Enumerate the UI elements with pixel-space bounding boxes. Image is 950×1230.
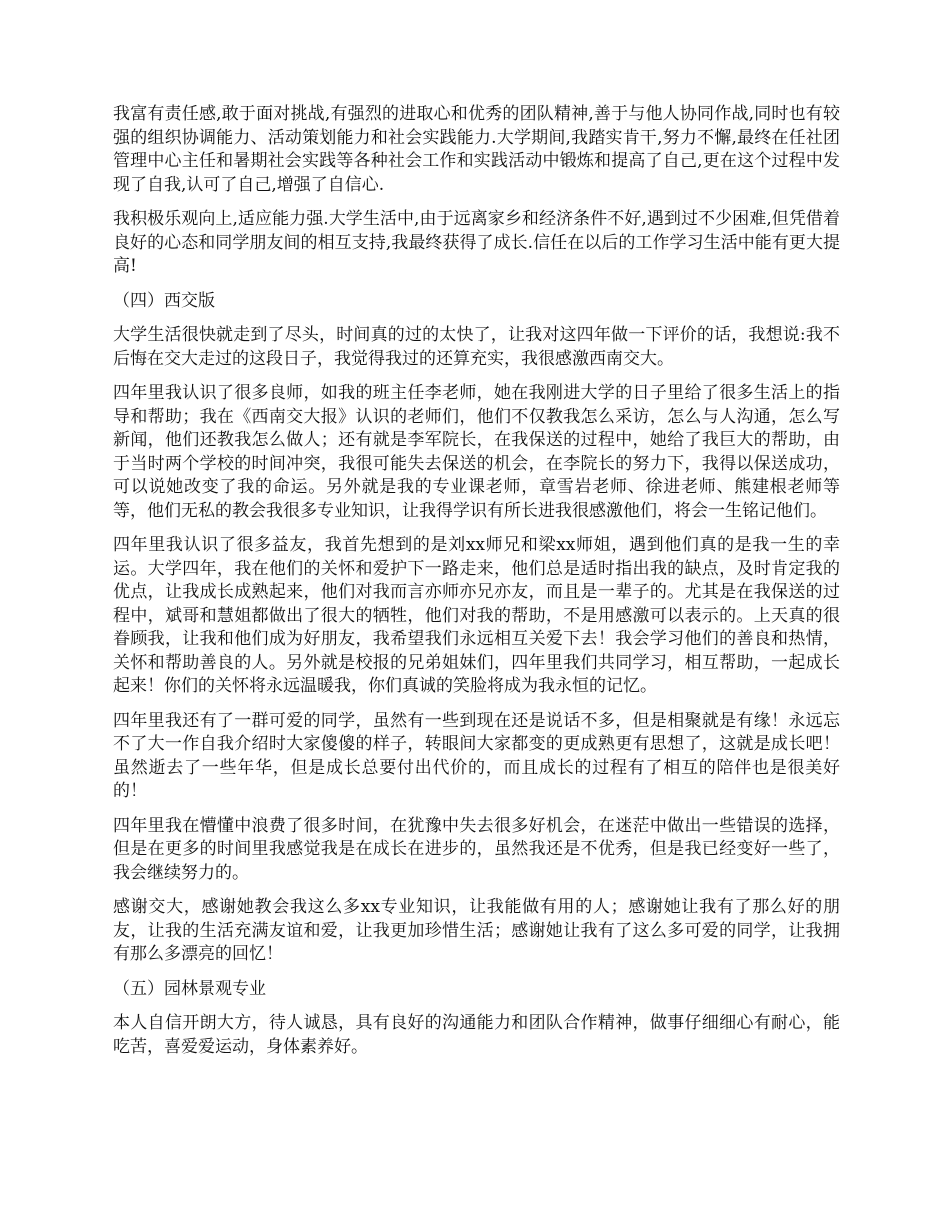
paragraph-teachers: 四年里我认识了很多良师，如我的班主任李老师，她在我刚进大学的日子里给了很多生活上的指导和帮助；我在《西南交大报》认识的老师们，他们不仅教我怎么采访，怎么与人沟通，怎么写新闻，他们还教我怎么做人；还有就是李军院长，在我保送的过程中，她给了我巨大的帮助，由于当时两个学校的时间冲突，我很可能失去保送的机会，在李院长的努力下，我得以保送成功，可以说她改变了我的命运。另外就是我的专业课老师，章雪岩老师、徐进老师、熊建根老师等等，他们无私的教会我很多专业知识，让我得学识有所长进我很感激他们，将会一生铭记他们。	[113, 383, 840, 521]
document-page	[113, 103, 840, 1070]
section-heading-landscape: （五）园林景观专业	[113, 978, 266, 999]
paragraph-optimism: 我积极乐观向上,适应能力强.大学生活中,由于远离家乡和经济条件不好,遇到过不少困难,但凭借着良好的心态和同学朋友间的相互支持,我最终获得了成长.信任在以后的工作学习生活中能有更大提高!	[113, 209, 840, 276]
paragraph-classmates: 四年里我还有了一群可爱的同学，虽然有一些到现在还是说话不多，但是相聚就是有缘！永远忘不了大一作自我介绍时大家傻傻的样子，转眼间大家都变的更成熟更有思想了，这就是成长吧！虽然逝去了一些年华，但是成长总要付出代价的，而且成长的过程有了相互的陪伴也是很美好的！	[113, 710, 840, 801]
paragraph-responsibility: 我富有责任感,敢于面对挑战,有强烈的进取心和优秀的团队精神,善于与他人协同作战,同时也有较强的组织协调能力、活动策划能力和社会实践能力.大学期间,我踏实肯干,努力不懈,最终在任社团管理中心主任和暑期社会实践等各种社会工作和实践活动中锻炼和提高了自己,更在这个过程中发现了自我,认可了自己,增强了自信心.	[113, 104, 840, 195]
paragraph-university-life: 大学生活很快就走到了尽头，时间真的过的太快了，让我对这四年做一下评价的话，我想说:我不后悔在交大走过的这段日子，我觉得我过的还算充实，我很感激西南交大。	[113, 325, 840, 369]
paragraph-gratitude: 感谢交大，感谢她教会我这么多xx专业知识，让我能做有用的人；感谢她让我有了那么好的朋友，让我的生活充满友谊和爱，让我更加珍惜生活；感谢她让我有了这么多可爱的同学，让我拥有那么多漂亮的回忆！	[113, 897, 840, 964]
paragraph-self-description: 本人自信开朗大方，待人诚恳，具有良好的沟通能力和团队合作精神，做事仔细细心有耐心，能吃苦，喜爱爱运动，身体素养好。	[113, 1013, 840, 1057]
paragraph-growth: 四年里我在懵懂中浪费了很多时间，在犹豫中失去很多好机会，在迷茫中做出一些错误的选择，但是在更多的时间里我感觉我是在成长在进步的，虽然我还是不优秀，但是我已经变好一些了，我会继续努力的。	[113, 815, 840, 883]
paragraph-friends: 四年里我认识了很多益友，我首先想到的是刘xx师兄和梁xx师姐，遇到他们真的是我一生的幸运。大学四年，我在他们的关怀和爱护下一路走来，他们总是适时指出我的缺点，及时肯定我的优点，让我成长成熟起来，他们对我而言亦师亦兄亦友，而且是一辈子的。尤其是在我保送的过程中，斌哥和慧姐都做出了很大的牺牲，他们对我的帮助，不是用感激可以表示的。上天真的很眷顾我，让我和他们成为好朋友，我希望我们永远相互关爱下去！我会学习他们的善良和热情，关怀和帮助善良的人。另外就是校报的兄弟姐妹们，四年里我们共同学习，相互帮助，一起成长起来！你们的关怀将永远温暖我，你们真诚的笑脸将成为我永恒的记忆。	[113, 535, 840, 696]
section-heading-xijiao: （四）西交版	[113, 290, 215, 311]
